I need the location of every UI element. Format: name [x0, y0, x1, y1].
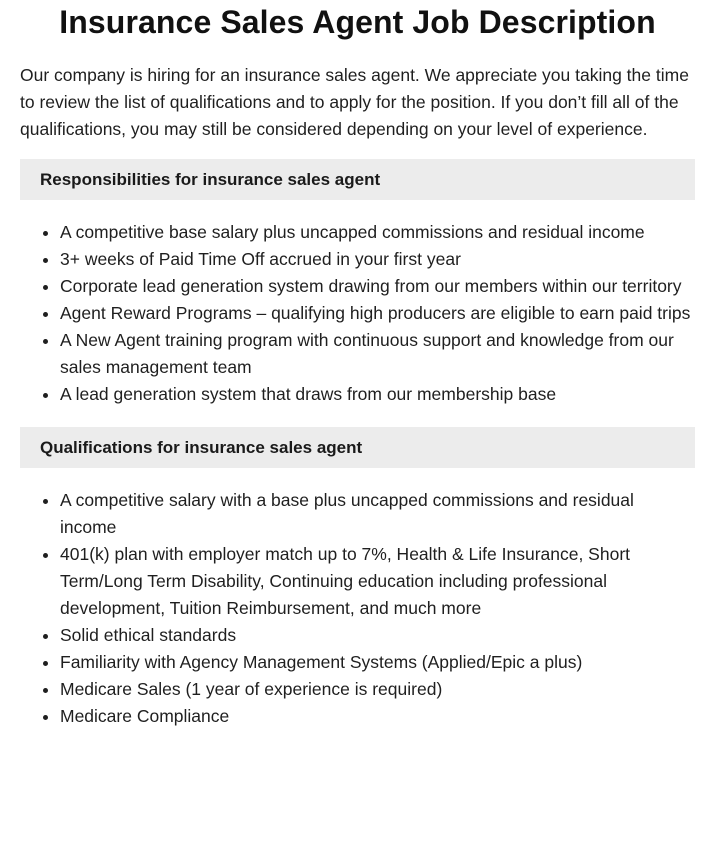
list-item: • A competitive salary with a base plus uncapped commissions and residual income: [60, 487, 695, 541]
list-item: • A New Agent training program with continuous support and knowledge from our sales management team: [60, 327, 695, 381]
qualifications-heading: Qualifications for insurance sales agent: [20, 427, 695, 468]
responsibilities-list: [20, 219, 695, 408]
list-item: • Familiarity with Agency Management Systems (Applied/Epic a plus): [60, 649, 695, 676]
list-item: • Medicare Sales (1 year of experience is required): [60, 676, 695, 703]
page-title: Insurance Sales Agent Job Description: [59, 4, 656, 40]
list-item: • Medicare Compliance: [60, 703, 695, 730]
intro-paragraph: Our company is hiring for an insurance sales agent. We appreciate you taking the time to review the list of qualifications and to apply for the position. If you don’t fill all of the qualifications, you may still be considered depending on your level of experience.: [20, 65, 689, 139]
list-item: • Solid ethical standards: [60, 622, 695, 649]
list-item: • Corporate lead generation system drawing from our members within our territory: [60, 273, 695, 300]
list-item: • Agent Reward Programs – qualifying high producers are eligible to earn paid trips: [60, 300, 695, 327]
list-item: • 3+ weeks of Paid Time Off accrued in your first year: [60, 246, 695, 273]
list-item: • A competitive base salary plus uncapped commissions and residual income: [60, 219, 695, 246]
qualifications-list: [20, 487, 695, 730]
list-item: • 401(k) plan with employer match up to 7%, Health & Life Insurance, Short Term/Long Term Disability, Continuing education including professional development, Tuition Reimbursement, and much more: [60, 541, 695, 622]
responsibilities-heading: Responsibilities for insurance sales agent: [20, 159, 695, 200]
list-item: • A lead generation system that draws from our membership base: [60, 381, 695, 408]
